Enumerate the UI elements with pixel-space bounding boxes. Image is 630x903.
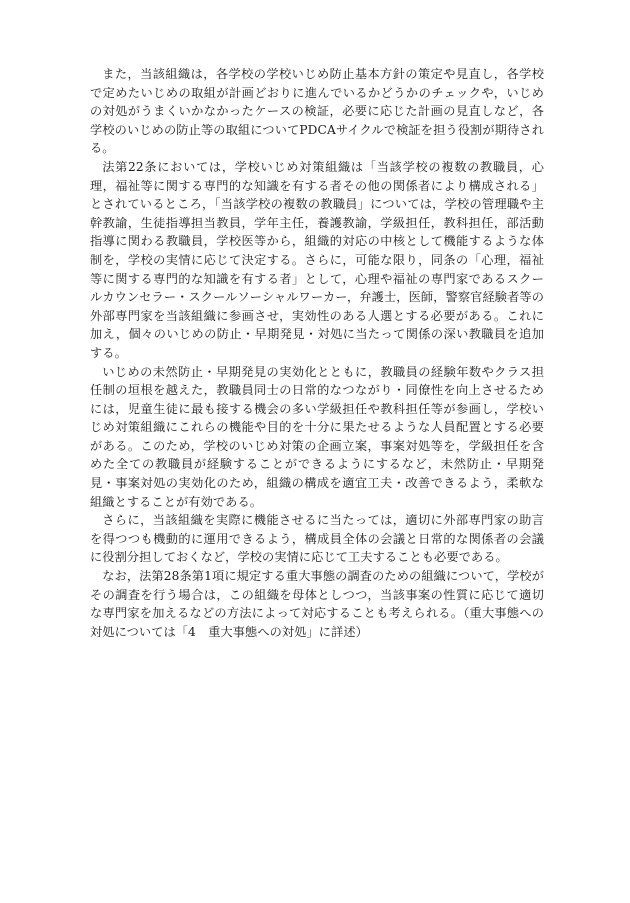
paragraph-operation: さらに，当該組織を実際に機能させるに当たっては，適切に外部専門家の助言を得つつも機動的に運用できるよう，構成員全体の会議と日常的な関係者の会議に役割分担しておくなど，学校の実情に応じて工夫することも必要である。: [90, 513, 544, 565]
paragraph-prevention-effectiveness: いじめの未然防止・早期発見の実効化とともに，教職員の経験年数やクラス担任制の垣根を越えた，教職員同士の日常的なつながり・同僚性を向上させるためには，児童生徒に最も接する機会の多い学級担任や教科担任等が参画し，学校いじめ対策組織にこれらの機能や目的を十分に果たせるような人員配置とする必要がある。このため，学校のいじめ対策の企画立案，事案対処等を，学級担任を含めた全ての教職員が経験することができるようにするなど，未然防止・早期発見・事案対処の実効化のため，組織の構成を適宜工夫・改善できるよう，柔軟な組織とすることが有効である。: [90, 364, 544, 509]
document-body: [90, 65, 544, 641]
paragraph-committee-role: また，当該組織は，各学校の学校いじめ防止基本方針の策定や見直し，各学校で定めたいじめの取組が計画どおりに進んでいるかどうかのチェックや，いじめの対処がうまくいかなかったケースの検証，必要に応じた計画の見直しなど，各学校のいじめの防止等の取組についてPDCAサイクルで検証を担う役割が期待される。: [90, 67, 544, 156]
paragraph-article-22-composition: 法第22条においては，学校いじめ対策組織は「当該学校の複数の教職員，心理，福祉等に関する専門的な知識を有する者その他の関係者により構成される」とされているところ，「当該学校の複数の教職員」については，学校の管理職や主幹教諭，生徒指導担当教員，学年主任，養護教諭，学級担任，教科担任，部活動指導に関わる教職員，学校医等から，組織的対応の中核として機能するような体制を，学校の実情に応じて決定する。さらに，可能な限り，同条の「心理，福祉等に関する専門的な知識を有する者」として，心理や福祉の専門家であるスクールカウンセラー・スクールソーシャルワーカー，弁護士，医師，警察官経験者等の外部専門家を当該組織に参画させ，実効性のある人選とする必要がある。これに加え，個々のいじめの防止・早期発見・対処に当たって関係の深い教職員を追加する。: [90, 159, 544, 360]
paragraph-serious-incident: なお，法第28条第1項に規定する重大事態の調査のための組織について，学校がその調査を行う場合は，この組織を母体としつつ，当該事案の性質に応じて適切な専門家を加えるなどの方法によって対応することも考えられる。（重大事態への対処については「4 重大事態への対処」に詳述）: [90, 569, 544, 639]
